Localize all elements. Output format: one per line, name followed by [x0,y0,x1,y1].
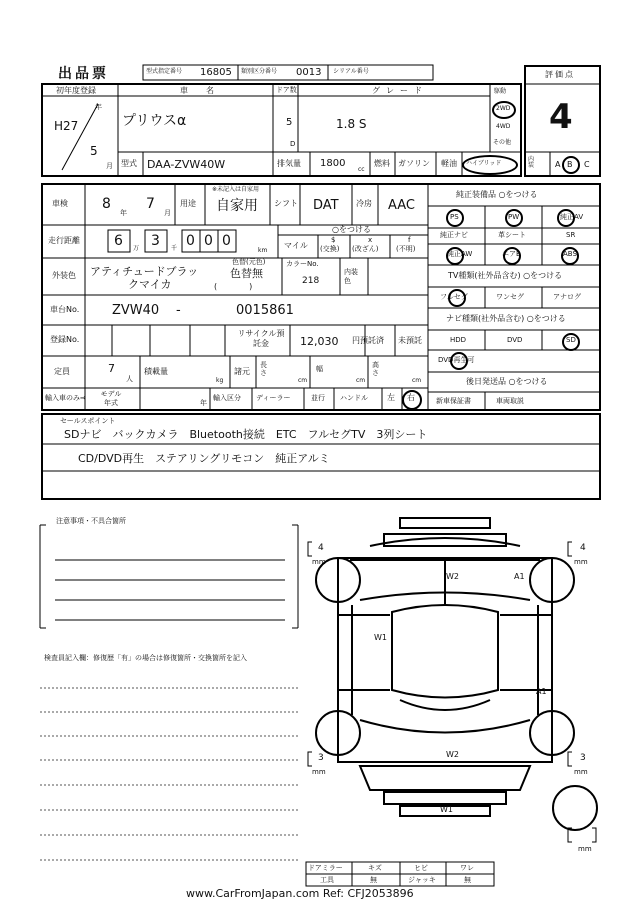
color-value-1: アティチュードブラッ [90,265,199,278]
footer-watermark: www.CarFromJapan.com Ref: CFJ2053896 [186,887,414,900]
car-name: プリウスα [122,113,187,129]
shift-label: シフト [274,199,298,208]
first-reg-label: 初年度登録 [56,86,96,95]
model-cert-label: 型式指定番号 [146,68,183,75]
meter-swap-symbol: $ [331,236,336,244]
car-name-label: 車名 [180,86,232,95]
doors-label: ドア数 [276,86,297,94]
jack-value: 無 [464,876,471,884]
equip-aw-circle [446,247,464,265]
first-reg-year: H27 [54,119,79,133]
regno-label: 登録No. [50,335,80,344]
fuel-gasoline: ガソリン [398,159,430,168]
diagram-mark-w2-rear: W2 [446,750,459,759]
interior-b: B [567,160,573,169]
doors-value: 5 [286,117,293,128]
vin-label: 車台No. [50,305,80,314]
length-unit: cm [298,377,308,384]
load-unit: kg [216,377,224,384]
car-diagram [316,518,597,830]
length-label: 長さ [260,361,267,377]
handle-label: ハンドル [340,394,368,402]
height-unit: cm [412,377,422,384]
mileage-digit-4: 0 [204,233,213,249]
equip-airbag: エアB [502,250,521,258]
model-label: 型式 [121,159,137,168]
equip-airbag-circle [503,247,521,265]
recycle-label: リサイクル預託金 [237,329,285,348]
interior-color-label: 内装色 [344,268,358,285]
color-label: 外装色 [52,271,76,280]
model-year-unit: 年 [200,399,207,407]
vin-number: 0015861 [236,303,294,318]
handle-right-circle [402,390,422,410]
equip-aw: 純正AW [447,250,473,258]
fuel-label: 燃料 [374,159,390,168]
tv-fullseg: フルセグ [440,293,468,301]
equipment-title: 純正装備品 ○をつける [456,190,538,199]
vin-dash: - [176,303,181,318]
mileage-digit-5: 0 [222,233,231,249]
fuel-hybrid: ハイブリッド [466,160,502,167]
handle-right: 右 [407,393,415,402]
recycle-value: 12,030 [300,335,339,348]
color-value-2: クマイカ [128,278,172,291]
circle-instruction: ○をつける [332,225,371,234]
mileage-man: 万 [133,245,140,252]
mirror-header-mirror: ドアミラー [308,864,343,872]
vin-model: ZVW40 [112,303,160,318]
tread-spare-mm: mm [578,845,592,853]
model-year-label: モデル年式 [100,390,122,407]
equip-abs-circle [561,247,579,265]
tools-label: 工具 [320,876,334,884]
interior-c: C [584,160,590,169]
drive-label: 駆動 [494,88,507,95]
fuel-hybrid-circle [462,155,518,175]
equip-av: 純正AV [560,213,584,221]
dims-label: 諸元 [234,367,250,376]
interior-a: A [555,160,561,169]
meter-tamper-symbol: x [368,236,373,244]
inspection-year-unit: 年 [120,209,127,217]
year-suffix: 年 [95,103,102,111]
width-unit: cm [356,377,366,384]
model-cert-value: 16805 [200,67,232,78]
mileage-digit-2: 3 [151,233,160,249]
inspection-month: 7 [146,196,155,212]
import-label: 輸入車のみ⇒ [45,394,86,402]
doors-suffix: D [290,140,296,148]
load-label: 積載量 [144,367,168,376]
handle-left: 左 [387,393,395,402]
inspection-label: 車検 [52,199,68,208]
interior-label: 内装 [528,156,535,169]
later-title: 後日発送品 ○をつける [466,377,548,386]
meter-unknown-symbol: f [408,236,411,244]
equip-pw: PW [508,213,520,221]
mileage-digit-3: 0 [186,233,195,249]
import-dealer: ディーラー [256,394,291,402]
jack-label: ジャッキ [408,876,436,884]
recolor-paren: ( ) [214,282,253,291]
displacement-label: 排気量 [277,159,301,168]
mirror-header-crack: ヒビ [414,864,428,872]
meter-swap: (交換) [320,245,340,253]
inspection-year: 8 [102,196,111,212]
mileage-label: 走行距離 [48,236,80,245]
equip-sr: SR [566,231,576,239]
equip-leather: 革シート [498,231,526,239]
equip-pw-circle [505,209,523,227]
fuel-diesel: 軽油 [441,159,457,168]
recolor-label: 色替(元色) [232,258,266,266]
diagram-mark-a1-side: A1 [536,687,547,696]
displacement-value: 1800 [320,158,346,169]
inspection-month-unit: 月 [164,209,171,217]
sales-label: セールスポイント [60,417,116,425]
tread-rear-right: 3 [580,753,586,763]
tv-oneseg: ワンセグ [496,293,524,301]
ac-value: AAC [388,198,415,213]
month-suffix: 月 [106,162,113,170]
mileage-sen: 千 [171,245,178,252]
dvd-play-circle [450,352,468,370]
category-label: 類別区分番号 [241,68,278,75]
tv-title: TV種類(社外品含む) ○をつける [448,271,563,280]
color-no-value: 218 [302,276,320,286]
mile-label: マイル [284,241,308,250]
category-value: 0013 [296,67,322,78]
model-value: DAA-ZVW40W [147,158,226,171]
inspector-label: 検査員記入欄：修復歴「有」の場合は修復箇所・交換箇所を記入 [44,654,247,662]
score-label: 評価点 [545,70,575,79]
recycle-paid: 円預託済 [352,336,384,345]
mileage-km: km [258,247,268,254]
tread-rear-left-mm: mm [312,768,326,776]
tread-front-right: 4 [580,543,586,553]
interior-b-circle [562,156,580,174]
drive-2wd: 2WD [496,105,511,112]
navi-dvd: DVD [507,336,523,344]
mirror-header-scratch: キズ [368,864,382,872]
navi-hdd: HDD [450,336,467,344]
sales-line-1: SDナビ バックカメラ Bluetooth接続 ETC フルセグTV 3列シート [64,428,428,441]
equip-av-circle [557,209,575,227]
diagram-mark-w2-top: W2 [446,572,459,581]
capacity-value: 7 [108,362,115,375]
use-label: 用途 [180,199,196,208]
equip-ps: PS [450,213,459,221]
tools-value: 無 [370,876,377,884]
diagram-mark-w1-rear: W1 [440,805,453,814]
import-parallel: 並行 [311,394,325,402]
equip-abs: ABS [563,250,577,258]
dvd-play: DVD再生可 [438,356,475,364]
first-reg-month: 5 [90,144,98,158]
grade-label: グレード [372,86,428,95]
ac-label: 冷房 [356,199,372,208]
caution-label: 注意事項・不具合箇所 [56,517,126,525]
navi-sd: SD [566,336,576,344]
tread-front-right-mm: mm [574,558,588,566]
use-note: ※未記入は自家用 [212,186,260,193]
shift-value: DAT [313,198,339,213]
tread-rear-left: 3 [318,753,324,763]
displacement-unit: cc [358,166,365,173]
meter-tamper: (改ざん) [352,245,379,253]
navi-sd-circle [562,333,580,351]
serial-label: シリアル番号 [333,68,369,75]
later-manual: 車両取説 [496,397,524,405]
equip-navi: 純正ナビ [440,231,468,239]
width-label: 幅 [316,365,323,373]
use-value: 自家用 [216,198,258,214]
height-label: 高さ [372,361,379,377]
diagram-mark-w1: W1 [374,633,387,642]
score-value: 4 [549,97,573,137]
capacity-unit: 人 [126,375,133,383]
drive-2wd-circle [492,101,516,119]
tread-rear-right-mm: mm [574,768,588,776]
tv-analog: アナログ [553,293,581,301]
color-no-label: カラーNo. [286,260,319,268]
diagram-mark-a1-top: A1 [514,572,525,581]
drive-other: その他 [493,139,512,146]
form-title: 出品票 [58,66,109,82]
import-type-label: 輸入区分 [213,394,241,402]
later-warranty: 新車保証書 [436,397,471,405]
recycle-unpaid: 未預託 [398,336,422,345]
navi-title: ナビ種類(社外品含む) ○をつける [446,314,566,323]
equip-ps-circle [446,209,464,227]
sales-line-2: CD/DVD再生 ステアリングリモコン 純正アルミ [78,452,330,465]
mirror-header-break: ワレ [460,864,474,872]
mileage-digit-1: 6 [114,233,123,249]
capacity-label: 定員 [54,367,70,376]
tv-fullseg-circle [448,289,466,307]
grade-value: 1.8 S [336,117,367,131]
tread-front-left-mm: mm [312,558,326,566]
recolor-value: 色替無 [230,267,263,280]
meter-unknown: (不明) [396,245,416,253]
drive-4wd: 4WD [496,123,511,130]
tread-front-left: 4 [318,543,324,553]
